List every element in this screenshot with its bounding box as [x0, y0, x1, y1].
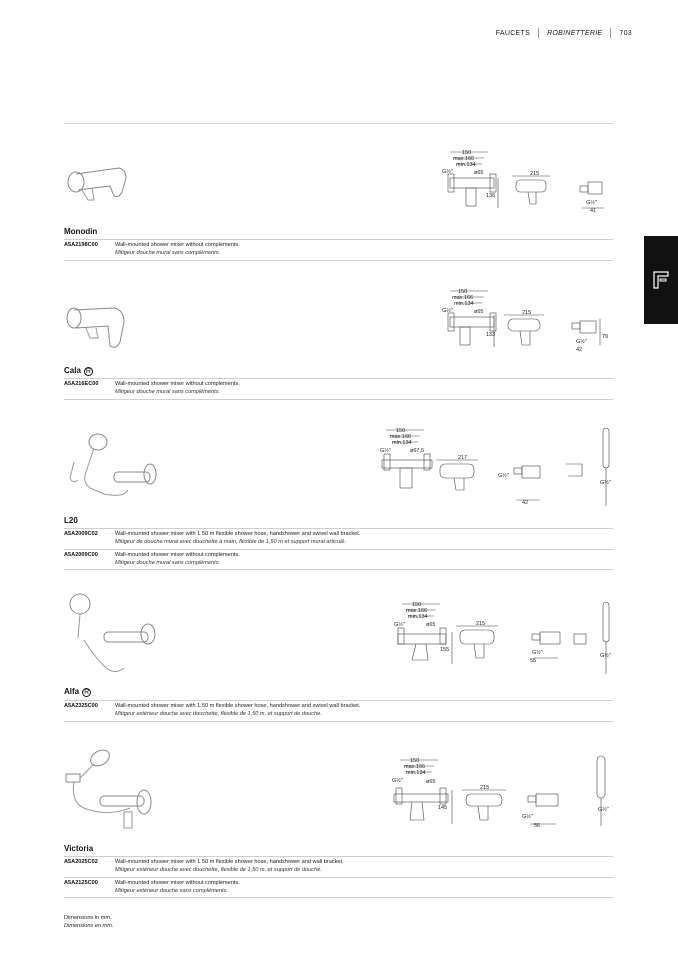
dim-extra: 79 — [602, 334, 609, 340]
description-fr: Mitigeur extérieur douche avec douchette, flexible de 1,50 m. et support de douche. — [115, 867, 322, 874]
technical-drawing-victoria — [390, 754, 622, 834]
dim-max: max.166 — [406, 608, 428, 614]
dim-thread: G½" — [392, 778, 403, 784]
dim-min: min.134 — [408, 614, 428, 620]
product-name-victoria: Victoria — [64, 844, 94, 853]
product-photo-monodin — [64, 160, 134, 210]
dim-side-thread: G½" — [498, 473, 509, 479]
product-code: A5A2025C02 — [64, 859, 98, 865]
technical-drawing-l20 — [378, 424, 618, 509]
spec-table-victoria — [64, 856, 613, 898]
dim-side: 41 — [590, 208, 597, 214]
dim-diameter: ø65 — [474, 170, 484, 176]
product-code: A5A2198C00 — [64, 242, 98, 248]
spec-table-cala — [64, 378, 613, 400]
description-fr: Mitigeur extérieur douche sans compléments. — [115, 887, 228, 894]
description-en: Wall-mounted shower mixer with 1.50 m flexible shower hose, handshower and swivel wall bracket. — [115, 703, 361, 709]
table-row — [64, 856, 613, 877]
product-code: A5A2009C00 — [64, 551, 98, 558]
page-number: 703 — [619, 29, 632, 37]
top-divider — [64, 123, 613, 124]
dim-side-thread: G½" — [586, 200, 597, 206]
dim-side: 56 — [534, 823, 541, 829]
section-tab — [644, 236, 678, 324]
description-fr: Mitigeur de douche mural avec douchette à main, flexible de 1,50 m et support mural articulé. — [115, 539, 347, 546]
product-name-l20: L20 — [64, 516, 78, 525]
header-category-fr: ROBINETTERIE — [547, 29, 603, 37]
product-code: A5A216EC00 — [64, 381, 99, 387]
dim-side-thread: G½" — [532, 650, 543, 656]
dim-height: 133 — [486, 332, 496, 338]
dim-side: 42 — [576, 347, 583, 353]
product-photo-l20 — [64, 432, 164, 507]
product-photo-cala — [64, 298, 134, 353]
dim-depth: 215 — [522, 310, 532, 316]
dim-side-thread: G½" — [522, 814, 533, 820]
header-category: FAUCETS — [495, 29, 531, 37]
table-row — [64, 528, 613, 549]
dim-thread: G½" — [442, 308, 453, 314]
description-en: Wall-mounted shower mixer without complements. — [115, 551, 240, 558]
dim-max: max.166 — [404, 764, 426, 770]
dim-max: max.166 — [452, 295, 474, 301]
product-name-alfa: Alfa R — [64, 687, 90, 696]
description-en: Wall-mounted shower mixer without complements. — [115, 242, 240, 248]
dim-overall: 150 — [458, 289, 468, 295]
dim-overall: 150 — [412, 602, 422, 608]
table-row — [64, 239, 613, 261]
description-en: Wall-mounted shower mixer without complements. — [115, 879, 240, 886]
dim-max: max.166 — [453, 156, 475, 162]
dim-hand-thread: G½" — [600, 653, 611, 659]
dim-thread: G½" — [394, 622, 405, 628]
dim-depth: 215 — [480, 785, 490, 791]
description-en: Wall-mounted shower mixer with 1.50 m flexible shower hose, handshower and wall bracket. — [115, 859, 344, 865]
dim-overall: 150 — [396, 428, 406, 434]
dim-height: 155 — [440, 647, 450, 653]
dim-diameter: ø65 — [426, 622, 436, 628]
spec-table-alfa — [64, 700, 613, 722]
table-row — [64, 877, 613, 899]
registered-mark: R — [84, 689, 90, 696]
dim-side: 55 — [530, 658, 537, 664]
header-divider — [538, 28, 539, 38]
technical-drawing-monodin — [440, 146, 620, 216]
dim-max: max.166 — [390, 434, 412, 440]
dim-height: 145 — [438, 805, 448, 811]
dim-min: min.134 — [456, 162, 476, 168]
dim-height: 136 — [486, 193, 496, 199]
description-fr: Mitigeur extérieur douche avec douchette, flexible de 1,50 m. et support de douche. — [115, 711, 322, 718]
product-name-cala: Cala R — [64, 366, 91, 375]
dim-hand-thread: G½" — [598, 807, 609, 813]
product-code: A5A2325C00 — [64, 703, 98, 709]
technical-drawing-alfa — [392, 598, 622, 678]
dim-side: 42 — [522, 500, 529, 506]
description-fr: Mitigeur douche mural sans compléments. — [115, 250, 221, 257]
dim-overall: 150 — [462, 150, 472, 156]
table-row — [64, 378, 613, 400]
page-header — [496, 28, 632, 38]
dim-depth: 215 — [476, 621, 486, 627]
footnote-fr: Dimensions en mm. — [64, 923, 114, 929]
dim-diameter: ø65 — [474, 309, 484, 315]
spec-table-monodin — [64, 239, 613, 261]
footnote — [64, 914, 113, 930]
dim-diameter: ø67,5 — [410, 448, 425, 454]
footnote-en: Dimensions in mm. — [64, 915, 112, 921]
table-row — [64, 700, 613, 722]
dim-depth: 215 — [530, 171, 540, 177]
dim-hand-thread: G½" — [600, 480, 611, 486]
technical-drawing-cala — [440, 285, 620, 355]
faucet-icon — [652, 270, 670, 290]
description-en: Wall-mounted shower mixer with 1.50 m flexible shower hose, handshower and swivel wall bracket. — [115, 531, 361, 537]
dim-min: min.134 — [406, 770, 426, 776]
dim-thread: G½" — [380, 448, 391, 454]
product-code: A5A2125C00 — [64, 879, 98, 886]
dim-min: min.134 — [454, 301, 474, 307]
registered-mark: R — [85, 368, 91, 375]
dim-overall: 150 — [410, 758, 420, 764]
dim-min: min.134 — [392, 440, 412, 446]
product-name-monodin: Monodin — [64, 227, 98, 236]
product-photo-alfa — [64, 592, 164, 682]
description-fr: Mitigeur douche mural sans compléments. — [115, 559, 221, 566]
dim-side-thread: G½" — [576, 339, 587, 345]
spec-table-l20 — [64, 528, 613, 570]
product-photo-victoria — [60, 746, 160, 836]
table-row — [64, 549, 613, 571]
dim-thread: G½" — [442, 169, 453, 175]
dim-diameter: ø65 — [426, 779, 436, 785]
dim-depth: 217 — [458, 455, 468, 461]
header-divider — [610, 28, 611, 38]
description-fr: Mitigeur douche mural sans compléments. — [115, 389, 221, 396]
product-code: A5A2009C02 — [64, 531, 98, 537]
description-en: Wall-mounted shower mixer without complements. — [115, 381, 240, 387]
